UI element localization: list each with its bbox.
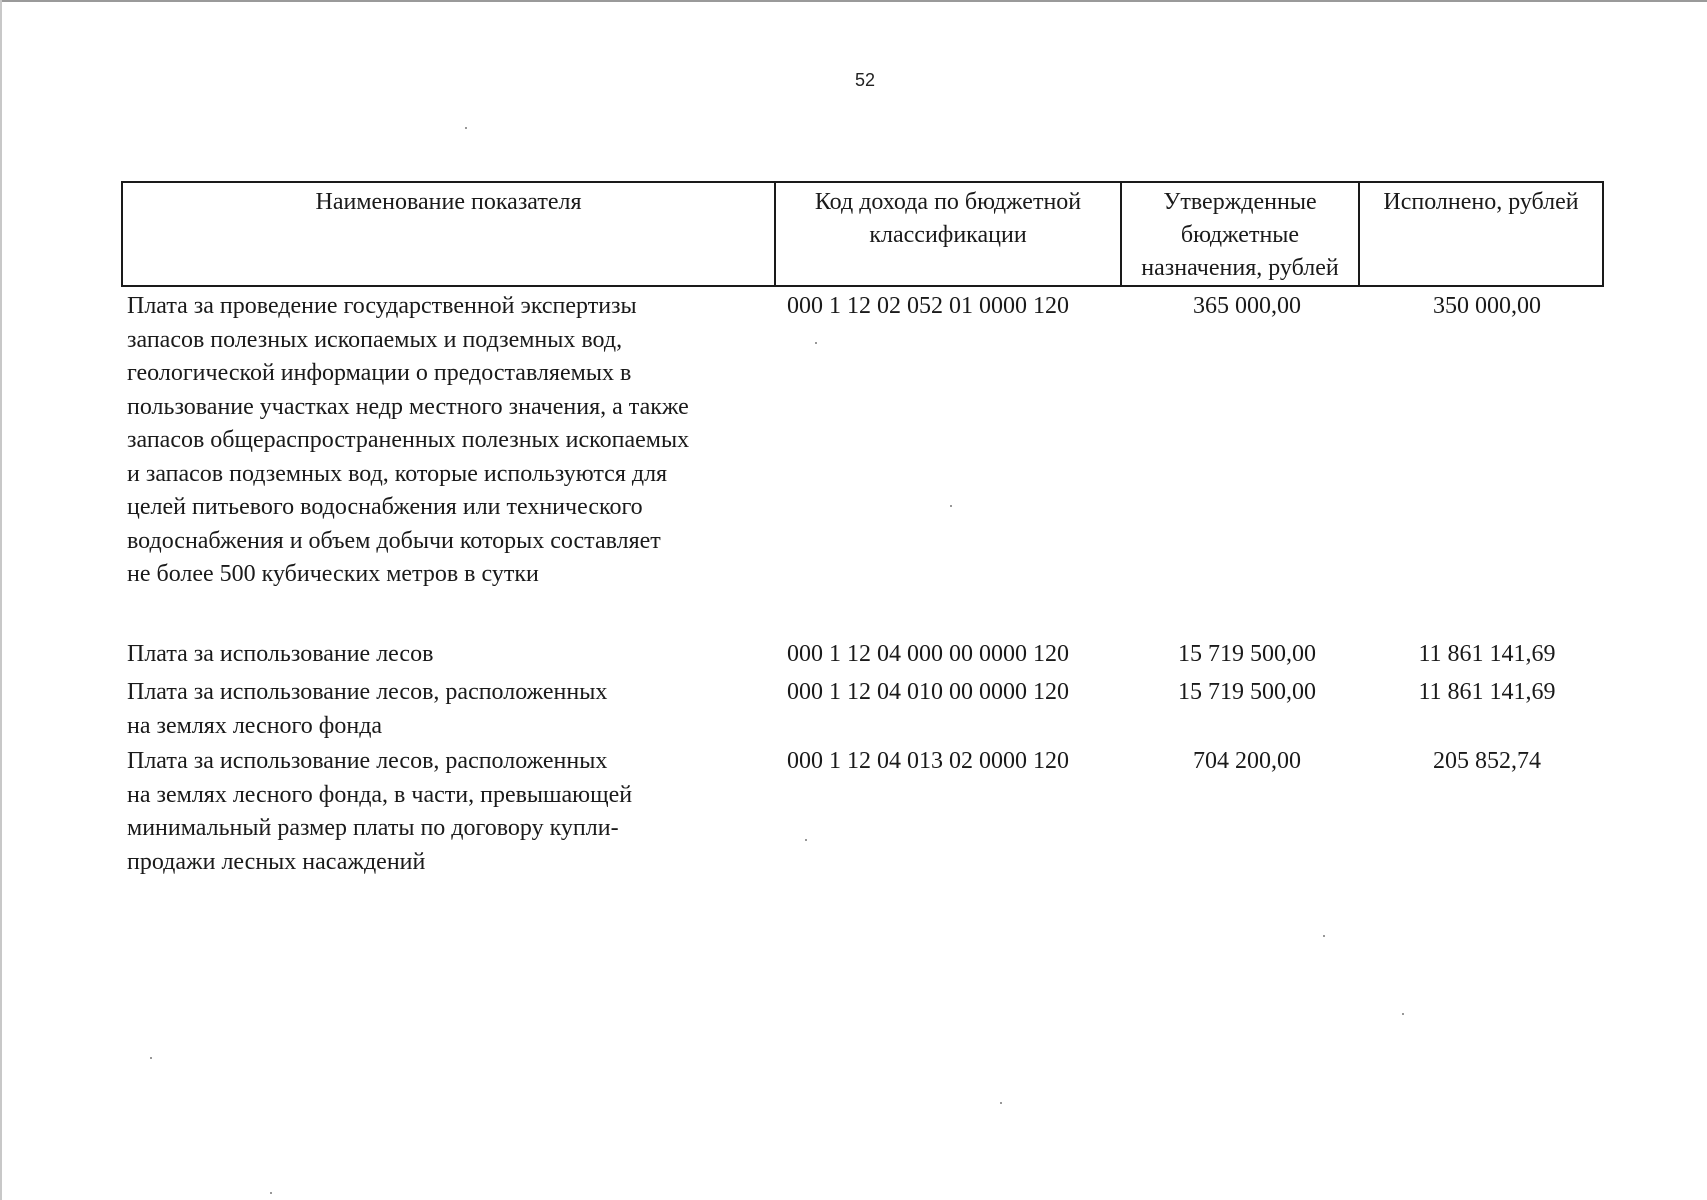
scan-speck <box>1000 1102 1002 1104</box>
scan-speck <box>1402 1013 1404 1015</box>
row-executed-amount: 11 861 141,69 <box>1418 679 1556 705</box>
row-indicator-name: Плата за использование лесов, расположенных на землях лесного фонда, в части, превышающей минимальный размер платы по договору купли- продажи лесных насаждений <box>127 748 633 875</box>
row-executed-amount: 11 861 141,69 <box>1418 641 1556 667</box>
row-income-code: 000 1 12 04 010 00 0000 120 <box>787 679 1069 705</box>
row-income-code: 000 1 12 04 013 02 0000 120 <box>787 748 1069 774</box>
scan-speck <box>815 342 817 344</box>
row-indicator-name: Плата за использование лесов, расположенных на землях лесного фонда <box>127 679 608 739</box>
scan-speck <box>950 505 952 507</box>
scan-speck <box>465 127 467 129</box>
table-header <box>121 181 1604 287</box>
scan-edge-top <box>0 0 1707 2</box>
header-executed: Исполнено, рублей <box>1359 182 1603 286</box>
row-approved-amount: 704 200,00 <box>1193 748 1301 774</box>
row-indicator-name: Плата за использование лесов <box>127 641 434 667</box>
row-executed-amount: 350 000,00 <box>1433 293 1541 319</box>
row-executed-amount: 205 852,74 <box>1433 748 1541 774</box>
scan-speck <box>1323 935 1325 937</box>
scan-edge-left <box>0 0 2 1200</box>
header-approved-budget: Утвержденные бюджетные назначения, рублей <box>1121 182 1359 286</box>
row-approved-amount: 15 719 500,00 <box>1178 679 1316 705</box>
row-income-code: 000 1 12 04 000 00 0000 120 <box>787 641 1069 667</box>
page-number: 52 <box>854 70 876 90</box>
header-indicator-name: Наименование показателя <box>122 182 775 286</box>
header-income-code: Код дохода по бюджетной классификации <box>775 182 1121 286</box>
scan-speck <box>150 1057 152 1059</box>
scan-speck <box>270 1192 272 1194</box>
header-row <box>122 182 1603 286</box>
row-approved-amount: 15 719 500,00 <box>1178 641 1316 667</box>
row-indicator-name: Плата за проведение государственной экспертизы запасов полезных ископаемых и подземных вод, геологической информации о предоставляемых в пользование участках недр местного значения, а также запасов общераспространенных полезных ископаемых и запасов подземных вод, которые используются для целей питьевого водоснабжения или технического водоснабжения и объем добычи которых составляет не более 500 кубических метров в сутки <box>127 293 690 587</box>
row-approved-amount: 365 000,00 <box>1193 293 1301 319</box>
scan-speck <box>805 839 807 841</box>
row-income-code: 000 1 12 02 052 01 0000 120 <box>787 293 1069 319</box>
